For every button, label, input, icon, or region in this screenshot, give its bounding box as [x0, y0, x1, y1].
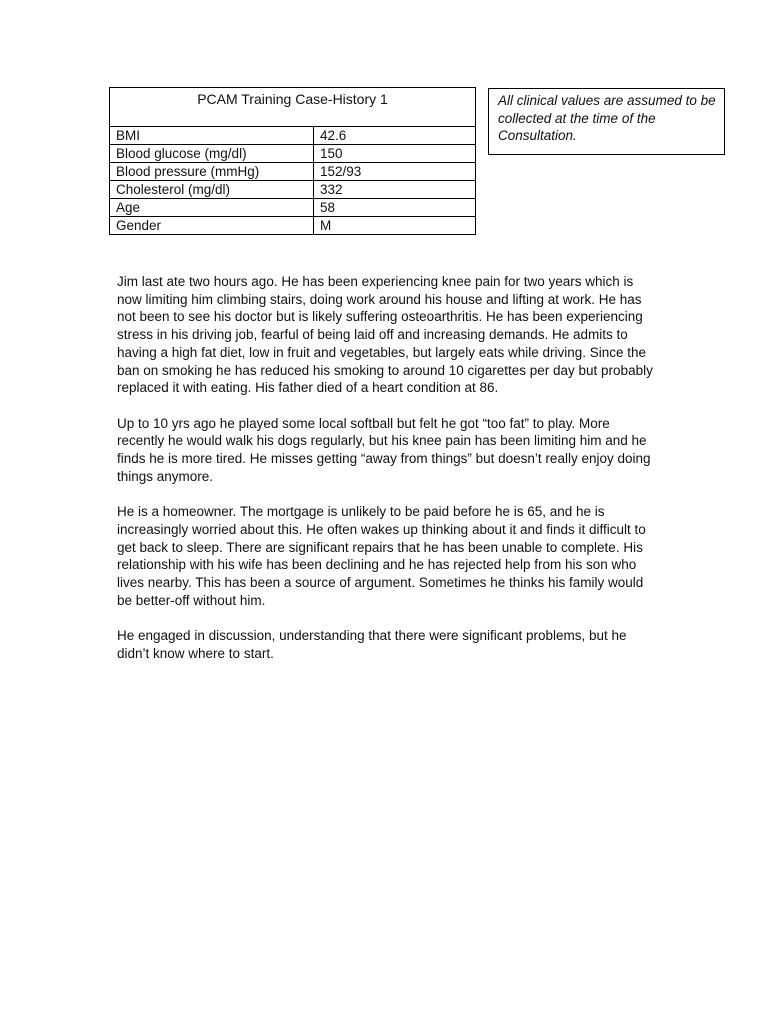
table-row	[110, 181, 476, 199]
row-label-bmi: BMI	[110, 127, 314, 145]
table-row	[110, 127, 476, 145]
row-value-gender: M	[314, 217, 476, 235]
case-narrative	[117, 273, 657, 680]
table-row	[110, 199, 476, 217]
table-title: PCAM Training Case-History 1	[110, 88, 476, 127]
paragraph-activity: Up to 10 yrs ago he played some local softball but felt he got “too fat” to play. More recently he would walk his dogs regularly, but his knee pain has been limiting him and he finds he is more tired. He misses getting “away from things” but doesn’t really enjoy doing things anymore.	[117, 415, 651, 484]
row-label-cholesterol: Cholesterol (mg/dl)	[110, 181, 314, 199]
row-value-blood-pressure: 152/93	[314, 163, 476, 181]
row-label-blood-glucose: Blood glucose (mg/dl)	[110, 145, 314, 163]
row-value-age: 58	[314, 199, 476, 217]
paragraph-history: Jim last ate two hours ago. He has been experiencing knee pain for two years which is now limiting him climbing stairs, doing work around his house and lifting at work. He has not been to see his doctor but is likely suffering osteoarthritis. He has been experiencing stress in his driving job, fearful of being laid off and increasing demands. He admits to having a high fat diet, low in fruit and vegetables, but largely eats while driving. Since the ban on smoking he has reduced his smoking to around 10 cigarettes per day but probably replaced it with eating. His father died of a heart condition at 86.	[117, 274, 653, 396]
case-history-table	[109, 87, 476, 235]
row-value-blood-glucose: 150	[314, 145, 476, 163]
row-label-blood-pressure: Blood pressure (mmHg)	[110, 163, 314, 181]
row-value-bmi: 42.6	[314, 127, 476, 145]
row-label-age: Age	[110, 199, 314, 217]
row-value-cholesterol: 332	[314, 181, 476, 199]
table-row	[110, 145, 476, 163]
paragraph-engagement: He engaged in discussion, understanding that there were significant problems, but he didn’t know where to start.	[117, 628, 627, 661]
table-row	[110, 163, 476, 181]
row-label-gender: Gender	[110, 217, 314, 235]
table-row	[110, 217, 476, 235]
paragraph-home-life: He is a homeowner. The mortgage is unlikely to be paid before he is 65, and he is increasingly worried about this. He often wakes up thinking about it and finds it difficult to get back to sleep. There are significant repairs that he has been unable to complete. His relationship with his wife has been declining and he has rejected help from his son who lives nearby. This has been a source of argument. Sometimes he thinks his family would be better-off without him.	[117, 504, 646, 608]
clinical-values-note: All clinical values are assumed to be collected at the time of the Consultation.	[488, 88, 725, 155]
